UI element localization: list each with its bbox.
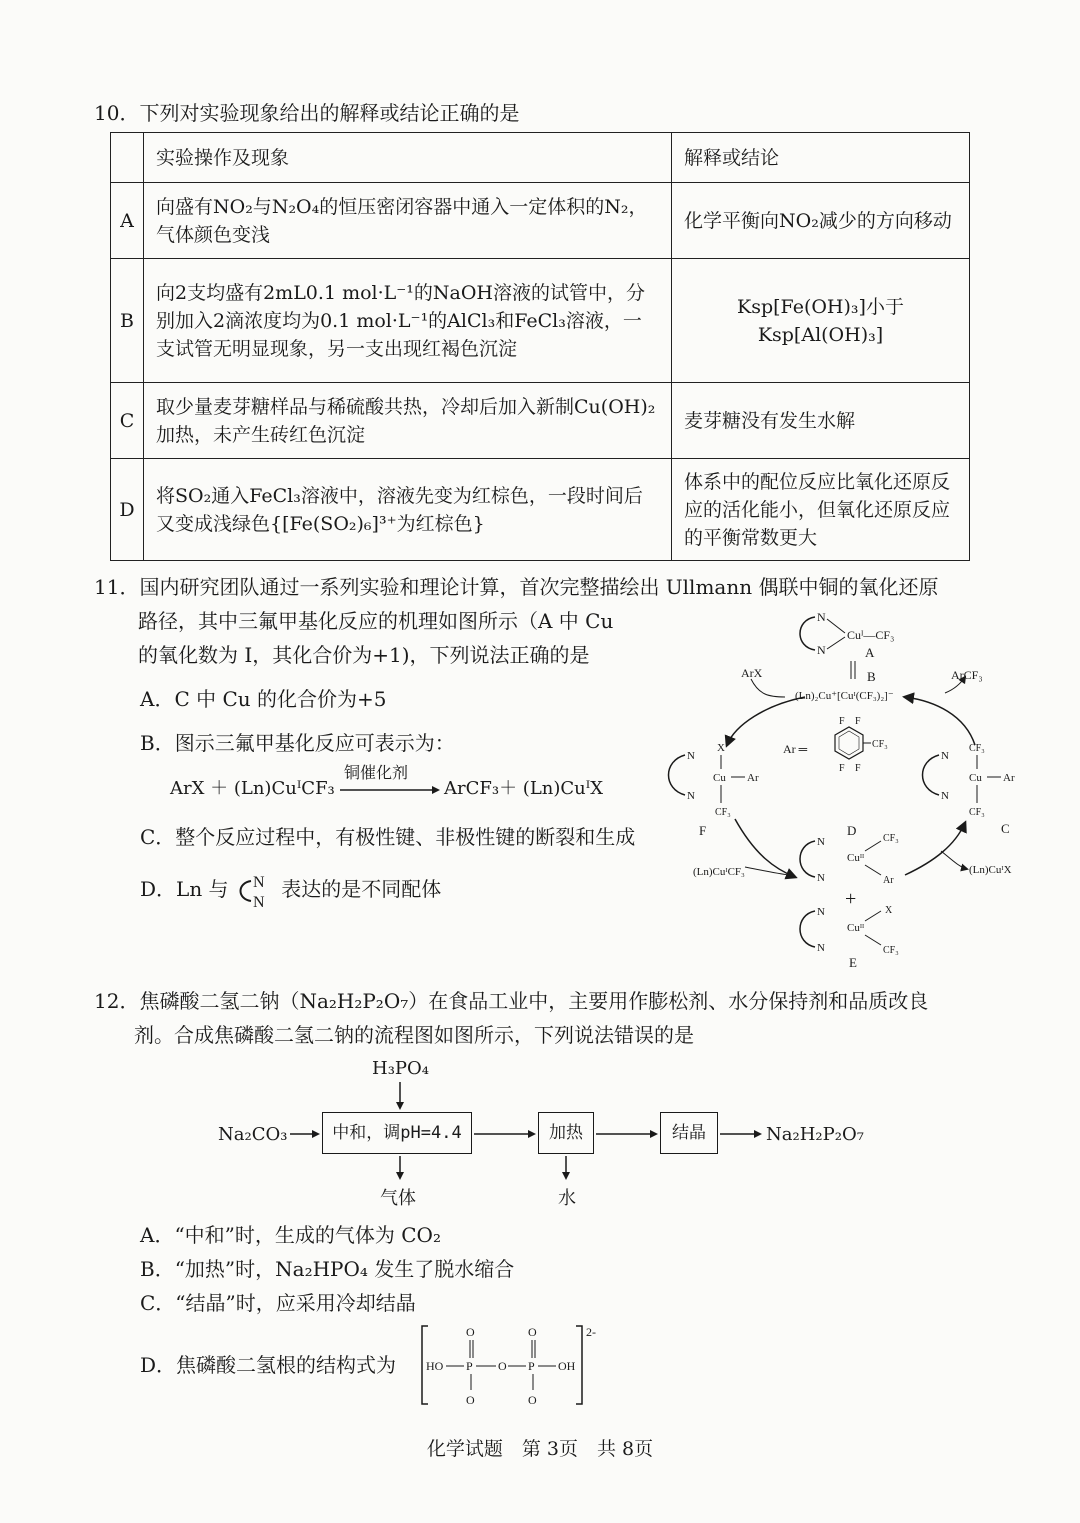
svg-text:N: N <box>687 790 695 802</box>
q12-stem-line1: 12．焦磷酸二氢二钠（Na₂H₂P₂O₇）在食品工业中，主要用作膨松剂、水分保持剂和品质改良 <box>94 989 929 1013</box>
svg-text:N: N <box>941 790 949 802</box>
q12-option-a: A．“中和”时，生成的气体为 CO₂ <box>140 1223 441 1247</box>
product-arcf3: ArCF₃ <box>951 668 983 682</box>
arrow-down-icon <box>394 1156 406 1182</box>
svg-text:N: N <box>941 750 949 762</box>
right-bracket <box>576 1326 582 1404</box>
q12-option-d: D．焦磷酸二氢根的结构式为 <box>140 1353 397 1377</box>
arrow-right-icon <box>596 1128 660 1140</box>
label-b: B <box>867 669 876 684</box>
arrow-right-icon <box>474 1128 538 1140</box>
svg-text:Cu: Cu <box>969 772 982 784</box>
table-row <box>111 183 970 259</box>
flow-box-neutralize: 中和，调pH=4.4 <box>322 1112 472 1154</box>
flow-input-top: H₃PO₄ <box>372 1058 429 1079</box>
table-row <box>111 259 970 383</box>
svg-text:N: N <box>817 872 825 884</box>
row-label: A <box>111 183 144 259</box>
row-operation: 向2支均盛有2mL0.1 mol·L⁻¹的NaOH溶液的试管中，分别加入2滴浓度均为0.1 mol·L⁻¹的AlCl₃和FeCl₃溶液，一支试管无明显现象，另一支出现红褐色沉淀 <box>144 259 672 383</box>
svg-text:F: F <box>839 716 845 727</box>
q11-equation <box>170 763 610 806</box>
ar-equals: Ar ═ <box>783 742 808 756</box>
svg-text:X: X <box>717 742 725 754</box>
svg-text:CF₃: CF₃ <box>883 833 899 844</box>
svg-text:X: X <box>885 905 893 916</box>
reagent-arx: ArX <box>741 666 763 680</box>
svg-text:O: O <box>466 1393 475 1407</box>
table-row <box>111 459 970 561</box>
q11-option-c: C．整个反应过程中，有极性键、非极性键的断裂和生成 <box>140 825 636 849</box>
svg-text:F: F <box>855 763 861 774</box>
svg-text:P: P <box>466 1359 473 1373</box>
header-conclusion: 解释或结论 <box>672 133 970 183</box>
svg-text:N: N <box>817 610 826 624</box>
option-d-suffix: 表达的是不同配体 <box>281 877 442 901</box>
row-conclusion: 体系中的配位反应比氧化还原反应的活化能小，但氧化还原反应的平衡常数更大 <box>672 459 970 561</box>
structure-atoms <box>426 1325 576 1407</box>
svg-text:N: N <box>817 942 825 954</box>
svg-text:P: P <box>528 1359 535 1373</box>
q11-stem-line1: 11．国内研究团队通过一系列实验和理论计算，首次完整描绘出 Ullmann 偶联中铜的氧化还原 <box>94 575 939 599</box>
arrow-right-icon <box>290 1128 322 1140</box>
q12-option-b: B．“加热”时，Na₂HPO₄ 发生了脱水缩合 <box>140 1257 515 1281</box>
complex-f <box>669 742 759 838</box>
q11-option-d <box>140 872 441 909</box>
table-header-row <box>111 133 970 183</box>
row-conclusion: 化学平衡向NO₂减少的方向移动 <box>672 183 970 259</box>
flow-input-left: Na₂CO₃ <box>218 1124 288 1145</box>
label-f: F <box>699 823 707 838</box>
flow-box-crystallize: 结晶 <box>660 1112 718 1154</box>
header-blank <box>111 133 144 183</box>
svg-text:Cuᴵᴵ: Cuᴵᴵ <box>847 922 865 934</box>
svg-text:O: O <box>528 1393 537 1407</box>
option-d-prefix: D．Ln 与 <box>140 877 229 901</box>
q12-stem-line2: 剂。合成焦磷酸二氢二钠的流程图如图所示，下列说法错误的是 <box>134 1023 694 1047</box>
page-footer: 化学试题 第 3页 共 8页 <box>426 1438 654 1460</box>
equation-catalyst: 铜催化剂 <box>344 763 409 782</box>
flow-output: Na₂H₂P₂O₇ <box>766 1124 864 1145</box>
label-c: C <box>1001 821 1010 836</box>
row-operation: 取少量麦芽糖样品与稀硫酸共热，冷却后加入新制Cu(OH)₂加热，未产生砖红色沉淀 <box>144 383 672 459</box>
svg-text:CF₃: CF₃ <box>872 739 888 750</box>
q11-option-b: B．图示三氟甲基化反应可表示为： <box>140 731 455 755</box>
svg-text:HO: HO <box>426 1359 444 1373</box>
svg-text:CF₃: CF₃ <box>969 743 985 754</box>
flow-box-heat: 加热 <box>538 1112 594 1154</box>
q10-stem: 10．下列对实验现象给出的解释或结论正确的是 <box>94 101 520 125</box>
svg-text:Ar: Ar <box>747 772 759 784</box>
complex-c <box>923 743 1015 836</box>
svg-text:Cuᴵ—CF₃: Cuᴵ—CF₃ <box>847 628 895 642</box>
complex-e <box>800 905 899 970</box>
row-conclusion: 麦芽糖没有发生水解 <box>672 383 970 459</box>
equation-products: ArCF₃＋ (Ln)CuᴵX <box>444 778 604 799</box>
arrow-right-icon <box>720 1128 764 1140</box>
label-e: E <box>849 955 857 970</box>
svg-text:N: N <box>817 643 826 657</box>
equilibrium-arrows <box>851 661 855 679</box>
complex-b-formula: (Ln)₂Cu⁺[Cuᴵ(CF₃)₂]⁻ <box>795 690 894 702</box>
complex-d <box>800 823 899 886</box>
svg-text:O: O <box>528 1325 537 1339</box>
q10-table <box>110 132 970 561</box>
svg-text:O: O <box>498 1359 507 1373</box>
flow-out-water: 水 <box>558 1188 576 1209</box>
svg-text:CF₃: CF₃ <box>969 807 985 818</box>
aryl-definition <box>783 716 888 774</box>
svg-text:CF₃: CF₃ <box>715 807 731 818</box>
reagent-lncucf3: (Ln)CuᴵCF₃ <box>693 866 745 878</box>
q12-flowchart <box>210 1054 890 1214</box>
svg-text:Cuᴵᴵ: Cuᴵᴵ <box>847 852 865 864</box>
svg-text:N: N <box>252 873 265 891</box>
equation-reactants: ArX ＋ (Ln)CuᴵCF₃ <box>170 778 335 799</box>
plus-sign: + <box>845 888 857 910</box>
label-a: A <box>865 645 875 660</box>
row-conclusion: Ksp[Fe(OH)₃]小于Ksp[Al(OH)₃] <box>672 259 970 383</box>
equation-arrow <box>340 784 440 796</box>
pyrophosphate-structure <box>420 1318 610 1412</box>
svg-text:N: N <box>252 893 265 909</box>
bidentate-ligand-icon <box>235 873 275 909</box>
svg-text:Ar: Ar <box>1003 772 1015 784</box>
svg-text:N: N <box>687 750 695 762</box>
charge-label: 2- <box>586 1325 596 1339</box>
svg-text:F: F <box>855 716 861 727</box>
row-operation: 向盛有NO₂与N₂O₄的恒压密闭容器中通入一定体积的N₂，气体颜色变浅 <box>144 183 672 259</box>
label-d: D <box>847 823 857 838</box>
svg-text:CF₃: CF₃ <box>883 945 899 956</box>
table-row <box>111 383 970 459</box>
q12-option-c: C．“结晶”时，应采用冷却结晶 <box>140 1291 416 1315</box>
row-label: B <box>111 259 144 383</box>
row-label: C <box>111 383 144 459</box>
header-operation: 实验操作及现象 <box>144 133 672 183</box>
q11-stem-line3: 的氧化数为 I，其化合价为+1)，下列说法正确的是 <box>138 643 590 667</box>
q11-stem-line2: 路径，其中三氟甲基化反应的机理如图所示（A 中 Cu <box>138 609 614 633</box>
arrow-down-icon <box>560 1156 572 1182</box>
product-lncux: (Ln)CuᴵX <box>969 864 1012 876</box>
arrow-down-icon <box>394 1082 406 1112</box>
flow-out-gas: 气体 <box>380 1188 416 1209</box>
complex-a <box>800 610 894 660</box>
mechanism-diagram <box>655 605 1035 975</box>
svg-text:N: N <box>817 906 825 918</box>
svg-text:Ar: Ar <box>883 875 894 886</box>
q11-option-a: A．C 中 Cu 的化合价为+5 <box>140 687 387 711</box>
svg-text:F: F <box>839 763 845 774</box>
svg-text:N: N <box>817 836 825 848</box>
row-label: D <box>111 459 144 561</box>
row-operation: 将SO₂通入FeCl₃溶液中，溶液先变为红棕色，一段时间后又变成浅绿色{[Fe(SO₂)₆]³⁺为红棕色} <box>144 459 672 561</box>
svg-text:OH: OH <box>558 1359 576 1373</box>
svg-text:Cu: Cu <box>713 772 726 784</box>
svg-text:O: O <box>466 1325 475 1339</box>
